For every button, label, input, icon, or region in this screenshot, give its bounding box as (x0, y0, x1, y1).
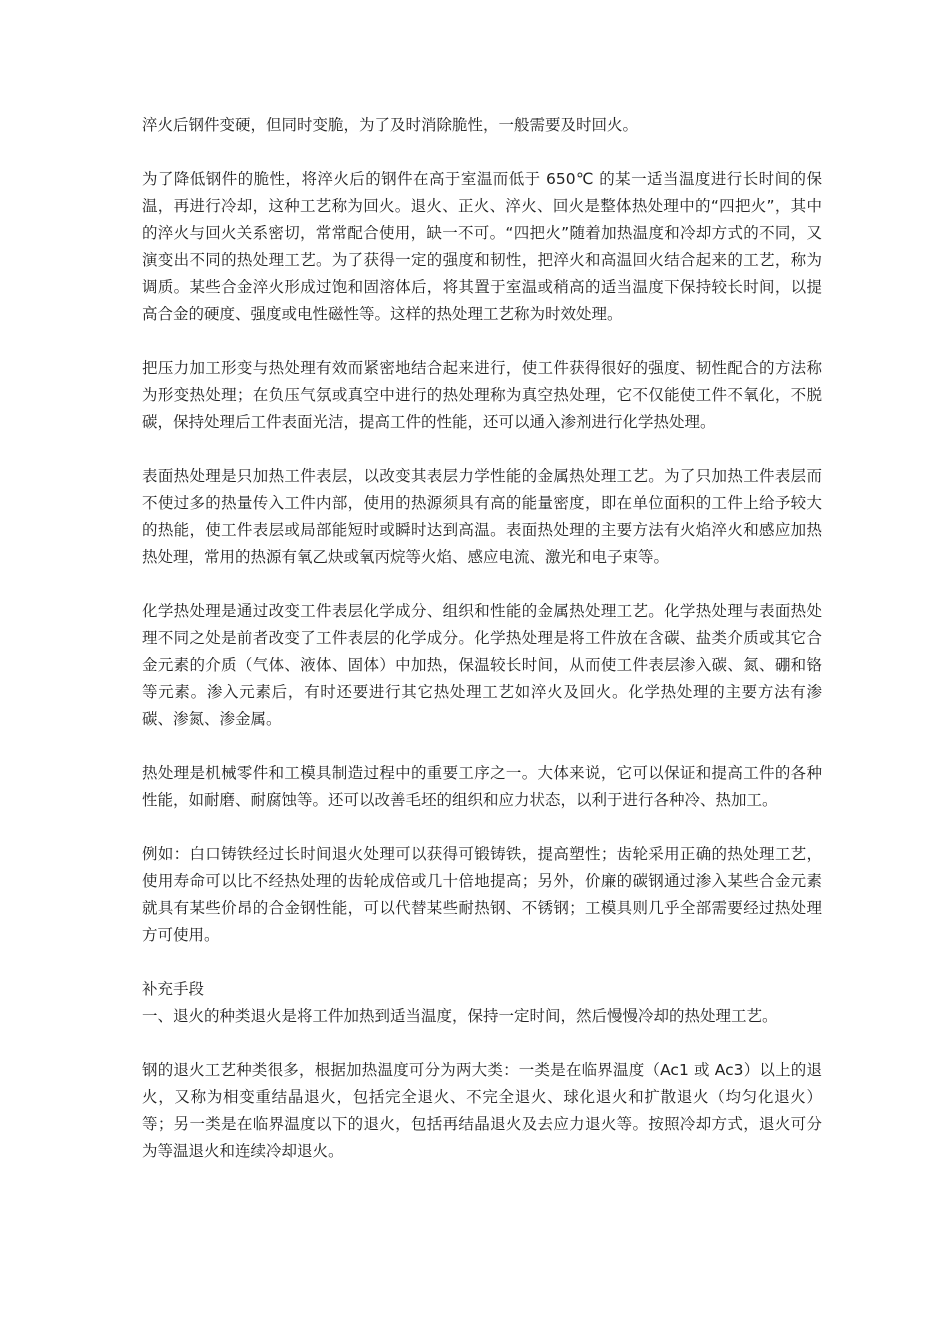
paragraph-tempering-definition: 为了降低钢件的脆性，将淬火后的钢件在高于室温而低于 650℃ 的某一适当温度进行长时间的保温，再进行冷却，这种工艺称为回火。退火、正火、淬火、回火是整体热处理中的“四把火”，其中的淬火与回火关系密切，常常配合使用，缺一不可。“四把火”随着加热温度和冷却方式的不同，又演变出不同的热处理工艺。为了获得一定的强度和韧性，把淬火和高温回火结合起来的工艺，称为调质。某些合金淬火形成过饱和固溶体后，将其置于室温或稍高的适当温度下保持较长时间，以提高合金的硬度、强度或电性磁性等。这样的热处理工艺称为时效处理。 (142, 170, 822, 323)
paragraph-annealing-classification: 钢的退火工艺种类很多，根据加热温度可分为两大类：一类是在临界温度（Ac1 或 Ac3）以上的退火，又称为相变重结晶退火，包括完全退火、不完全退火、球化退火和扩散退火（均匀化退火）等；另一类是在临界温度以下的退火，包括再结晶退火及去应力退火等。按照冷却方式，退火可分为等温退火和连续冷却退火。 (142, 1061, 822, 1160)
paragraph-thermomechanical: 把压力加工形变与热处理有效而紧密地结合起来进行，使工件获得很好的强度、韧性配合的方法称为形变热处理；在负压气氛或真空中进行的热处理称为真空热处理，它不仅能使工件不氧化，不脱碳，保持处理后工件表面光洁，提高工件的性能，还可以通入渗剂进行化学热处理。 (142, 359, 822, 431)
paragraph-surface-treatment: 表面热处理是只加热工件表层，以改变其表层力学性能的金属热处理工艺。为了只加热工件表层而不使过多的热量传入工件内部，使用的热源须具有高的能量密度，即在单位面积的工件上给予较大的热能，使工件表层或局部能短时或瞬时达到高温。表面热处理的主要方法有火焰淬火和感应加热热处理，常用的热源有氧乙炔或氧丙烷等火焰、感应电流、激光和电子束等。 (142, 467, 822, 566)
document-body (142, 112, 822, 1192)
paragraph-tempering-intro: 淬火后钢件变硬，但同时变脆，为了及时消除脆性，一般需要及时回火。 (142, 116, 639, 134)
paragraph-annealing-types: 一、退火的种类退火是将工件加热到适当温度，保持一定时间，然后慢慢冷却的热处理工艺。 (142, 1007, 778, 1025)
paragraph-chemical-treatment: 化学热处理是通过改变工件表层化学成分、组织和性能的金属热处理工艺。化学热处理与表面热处理不同之处是前者改变了工件表层的化学成分。化学热处理是将工件放在含碳、盐类介质或其它合金元素的介质（气体、液体、固体）中加热，保温较长时间，从而使工件表层渗入碳、氮、硼和铬等元素。渗入元素后，有时还要进行其它热处理工艺如淬火及回火。化学热处理的主要方法有渗碳、渗氮、渗金属。 (142, 602, 822, 728)
paragraph-importance: 热处理是机械零件和工模具制造过程中的重要工序之一。大体来说，它可以保证和提高工件的各种性能，如耐磨、耐腐蚀等。还可以改善毛坯的组织和应力状态，以利于进行各种冷、热加工。 (142, 764, 822, 809)
section-heading-supplement: 补充手段 (142, 980, 205, 998)
paragraph-examples: 例如：白口铸铁经过长时间退火处理可以获得可锻铸铁，提高塑性；齿轮采用正确的热处理工艺，使用寿命可以比不经热处理的齿轮成倍或几十倍地提高；另外，价廉的碳钢通过渗入某些合金元素就具有某些价昂的合金钢性能，可以代替某些耐热钢、不锈钢；工模具则几乎全部需要经过热处理方可使用。 (142, 845, 822, 944)
